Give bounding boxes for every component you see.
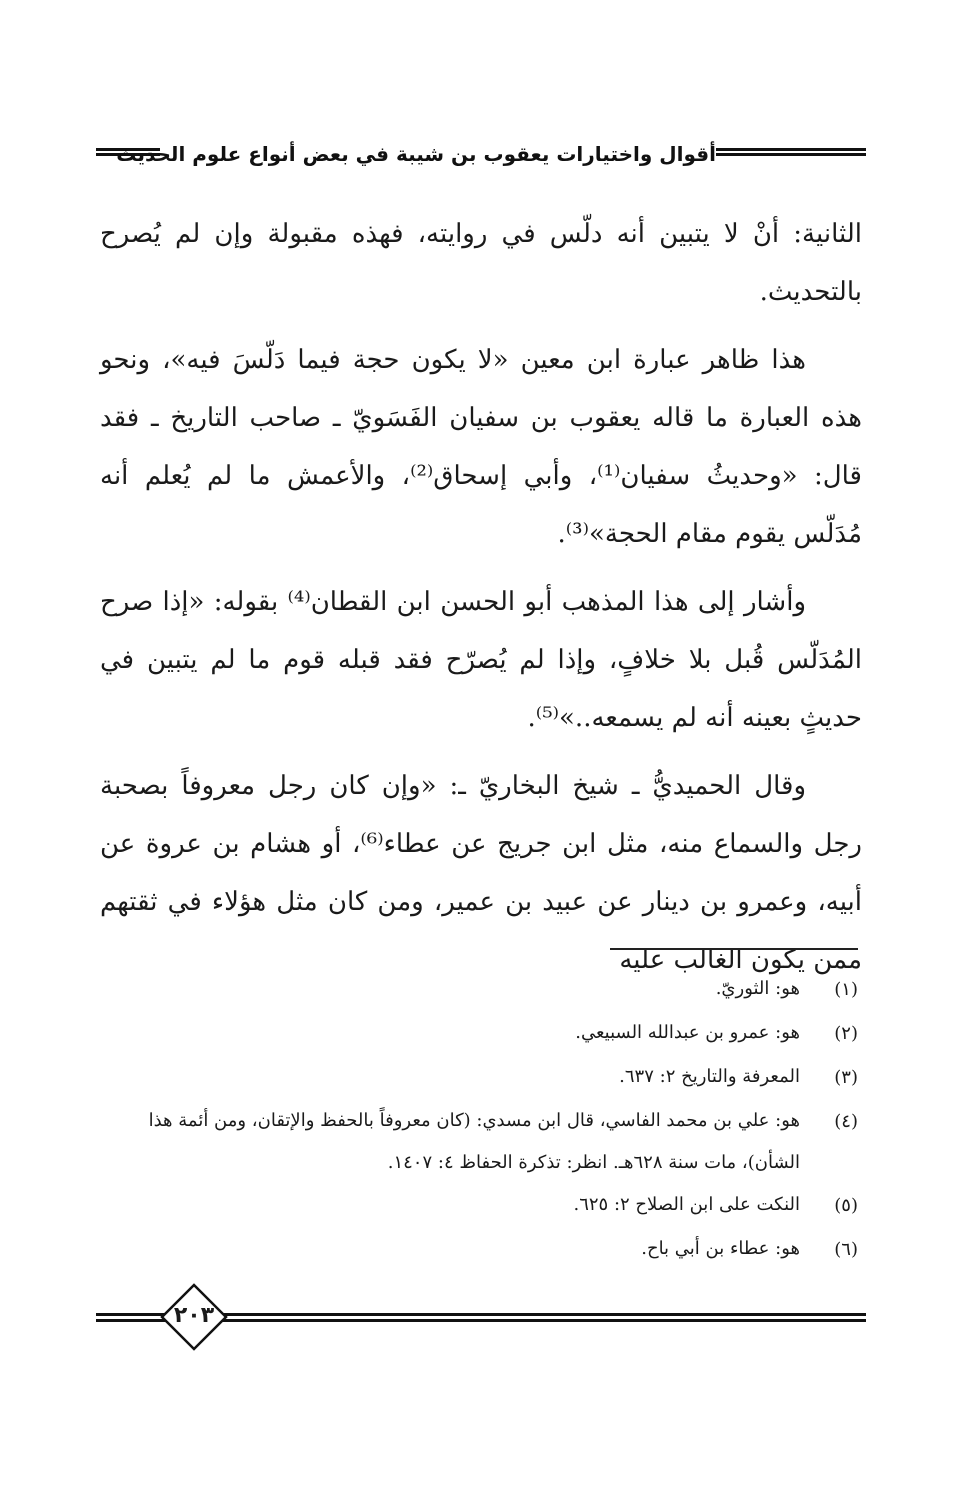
- footnote-text: هو: الثوريّ.: [715, 978, 800, 999]
- footnote-number: (٦): [834, 1239, 858, 1260]
- footnote: [100, 1100, 862, 1184]
- paragraph: هذا ظاهر عبارة ابن معين «لا يكون حجة فيما دَلّسَ فيه»، ونحو هذه العبارة ما قاله يعقوب بن سفيان الفَسَويّ ـ صاحب التاريخ ـ فقد قال: «وحديثُ سفيان⁽¹⁾، وأبي إسحاق⁽²⁾، والأعمش ما لم يُعلم أنه مُدَلّس يقوم مقام الحجة»⁽³⁾.: [100, 345, 862, 549]
- footnote-number: (٤): [834, 1111, 858, 1132]
- header-title: أقوال واختيارات يعقوب بن شيبة في بعض أنواع علوم الحديث: [116, 142, 716, 166]
- page-number-badge: [160, 1283, 228, 1351]
- footnote-number: (١): [834, 979, 858, 1000]
- footnote: [100, 1228, 862, 1272]
- footnotes: [100, 968, 862, 1272]
- footnote: [100, 1012, 862, 1056]
- footnote-number: (٥): [834, 1195, 858, 1216]
- footnote-text: النكت على ابن الصلاح ٢: ٦٢٥.: [573, 1194, 800, 1215]
- running-header: [96, 140, 866, 180]
- footnote-separator: [610, 948, 858, 950]
- footnote: [100, 968, 862, 1012]
- footnote-number: (٣): [834, 1067, 858, 1088]
- footnote-text: هو: علي بن محمد الفاسي، قال ابن مسدي: (كان معروفاً بالحفظ والإتقان، ومن أئمة هذا الشأن)، مات سنة ٦٢٨هـ. انظر: تذكرة الحفاظ ٤: ١٤٠٧.: [148, 1110, 800, 1173]
- footnote-text: هو: عطاء بن أبي باح.: [641, 1238, 800, 1259]
- footnote-text: هو: عمرو بن عبدالله السبيعي.: [575, 1022, 800, 1043]
- footnote-text: المعرفة والتاريخ ٢: ٦٣٧.: [619, 1066, 800, 1087]
- paragraph: الثانية: أنْ لا يتبين أنه دلّس في روايته، فهذه مقبولة وإن لم يُصرح بالتحديث.: [100, 219, 862, 307]
- footnote-number: (٢): [834, 1023, 858, 1044]
- footnote: [100, 1184, 862, 1228]
- header-rule-right: [716, 148, 866, 160]
- page-number: ٢٠٣: [173, 1303, 215, 1328]
- footnote: [100, 1056, 862, 1100]
- paragraph: وأشار إلى هذا المذهب أبو الحسن ابن القطان⁽⁴⁾ بقوله: «إذا صرح المُدَلّس قُبل بلا خلافٍ، وإذا لم يُصرّح فقد قبله قوم ما لم يتبين في حديثٍ بعينه أنه لم يسمعه..»⁽⁵⁾.: [100, 587, 862, 733]
- paragraph: وقال الحميديُّ ـ شيخ البخاريّ ـ: «وإن كان رجل معروفاً بصحبة رجل والسماع منه، مثل ابن جريج عن عطاء⁽⁶⁾، أو هشام بن عروة عن أبيه، وعمرو بن دينار عن عبيد بن عمير، ومن كان مثل هؤلاء في ثقتهم ممن يكون الغالب عليه: [100, 771, 862, 975]
- main-text: [100, 205, 862, 999]
